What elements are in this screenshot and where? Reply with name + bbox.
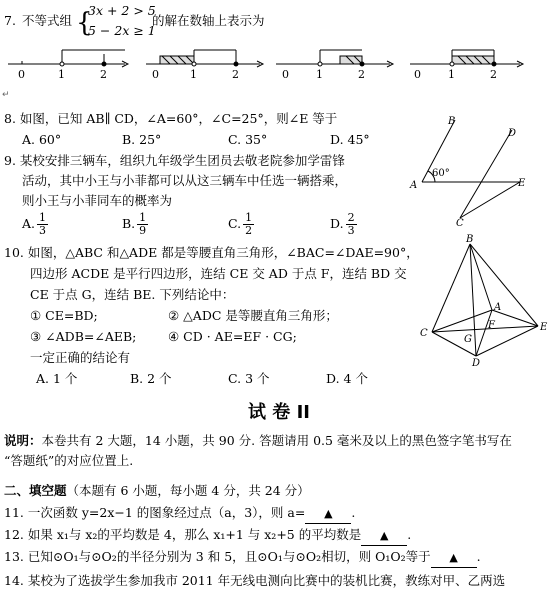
- label-g: G: [464, 334, 472, 345]
- tick-0: 0: [152, 68, 159, 81]
- number-line-c: [276, 50, 393, 67]
- q10-line1: 10. 如图，△ABC 和△ADE 都是等腰直角三角形，∠BAC=∠DAE=90°，: [4, 245, 419, 260]
- label-d: D: [472, 358, 481, 369]
- q7-suffix: 的解在数轴上表示为: [152, 13, 265, 28]
- tick-2: 2: [490, 68, 497, 81]
- label-c: C: [456, 218, 464, 229]
- section-title: 试 卷 II: [248, 402, 310, 423]
- q7-number: 7.: [4, 13, 16, 28]
- q10-figure: [412, 232, 558, 372]
- tick-2: 2: [358, 68, 365, 81]
- section-note: 说明：本卷共有 2 大题，14 小题，共 90 分. 答题请用 0.5 毫米及以上的黑色签字笔书写在: [4, 433, 512, 448]
- label-e: E: [540, 322, 548, 333]
- label-b: B: [448, 116, 456, 127]
- label-a: A: [494, 302, 502, 313]
- tick-0: 0: [414, 68, 421, 81]
- q10-statement-1: ① CE=BD;: [30, 308, 98, 323]
- tick-1: 1: [58, 68, 65, 81]
- q7-ineq2: 5 − 2x ≥ 1: [88, 23, 156, 38]
- section-note-line2: “答题纸”的对应位置上.: [4, 453, 134, 468]
- q7-prefix: 不等式组: [22, 13, 73, 28]
- q13-blank: ▲: [431, 549, 477, 568]
- q10-statement-4: ④ CD · AE=EF · CG;: [168, 329, 297, 344]
- q12-text: 12. 如果 x₁与 x₂的平均数是 4，那么 x₁+1 与 x₂+5 的平均数是 ▲ .: [4, 526, 411, 546]
- return-mark: ↵: [2, 90, 10, 100]
- q10-line2: 四边形 ACDE 是平行四边形，连结 CE 交 AD 于点 F，连结 BD 交: [30, 266, 407, 281]
- q10-statement-2: ② △ADC 是等腰直角三角形；: [168, 308, 338, 323]
- q8-text: 8. 如图，已知 AB∥ CD，∠A=60°，∠C=25°，则∠E 等于: [4, 111, 338, 126]
- tick-2: 2: [232, 68, 239, 81]
- q8-option-c: C. 35°: [228, 132, 268, 147]
- q9-option-b: B. $\frac{1}{9}$: [122, 211, 147, 237]
- q10-statement-3: ③ ∠ADB=∠AEB;: [30, 329, 137, 344]
- brace-icon: {: [76, 8, 93, 38]
- q9-option-d: D. $\frac{2}{3}$: [330, 211, 355, 237]
- q8-option-b: B. 25°: [122, 132, 162, 147]
- q10-option-a: A. 1 个: [36, 371, 78, 386]
- label-e: E: [518, 178, 526, 189]
- tick-0: 0: [282, 68, 289, 81]
- angle-label: 60°: [432, 168, 450, 179]
- q8-option-a: A. 60°: [22, 132, 62, 147]
- label-d: D: [508, 128, 517, 139]
- q7-ineq1: 3x + 2 > 5: [88, 3, 156, 18]
- q13-text: 13. 已知⊙O₁与⊙O₂的半径分别为 3 和 5，且⊙O₁与⊙O₂相切，则 O₁O₂等于 ▲ .: [4, 548, 481, 568]
- q14-text: 14. 某校为了选拔学生参加我市 2011 年无线电测向比赛中的装机比赛，教练对甲、乙两选: [4, 573, 506, 588]
- q8-option-d: D. 45°: [330, 132, 370, 147]
- tick-2: 2: [100, 68, 107, 81]
- q8-figure: [400, 110, 550, 230]
- number-line-a: [8, 50, 128, 67]
- tick-1: 1: [316, 68, 323, 81]
- q10-line3: CE 于点 G，连结 BE. 下列结论中：: [30, 287, 235, 302]
- number-line-b: [146, 50, 263, 67]
- number-line-options: [0, 40, 558, 86]
- q10-option-d: D. 4 个: [326, 371, 368, 386]
- q11-text: 11. 一次函数 y=2x−1 的图象经过点（a，3），则 a= ▲ .: [4, 504, 355, 524]
- q11-blank: ▲: [305, 505, 351, 524]
- q10-option-c: C. 3 个: [228, 371, 270, 386]
- q9-line1: 9. 某校安排三辆车，组织九年级学生团员去敬老院参加学雷锋: [4, 153, 345, 168]
- axis-tick-labels: [18, 68, 497, 81]
- q9-option-c: C. $\frac{1}{2}$: [228, 211, 253, 237]
- tick-1: 1: [448, 68, 455, 81]
- q12-blank: ▲: [361, 527, 407, 546]
- tick-0: 0: [18, 68, 25, 81]
- number-line-d: [410, 50, 523, 67]
- tick-1: 1: [190, 68, 197, 81]
- label-f: F: [488, 320, 495, 331]
- q10-option-b: B. 2 个: [130, 371, 172, 386]
- label-c: C: [420, 328, 428, 339]
- q9-line2: 活动，其中小王与小菲都可以从这三辆车中任选一辆搭乘，: [22, 173, 348, 188]
- label-b: B: [466, 234, 474, 245]
- q9-line3: 则小王与小菲同车的概率为: [22, 193, 173, 208]
- q10-prompt: 一定正确的结论有: [30, 350, 131, 365]
- label-a: A: [410, 180, 418, 191]
- q9-option-a: A. $\frac{1}{3}$: [22, 211, 47, 237]
- part2-heading: 二、填空题（本题有 6 小题，每小题 4 分，共 24 分）: [4, 483, 310, 498]
